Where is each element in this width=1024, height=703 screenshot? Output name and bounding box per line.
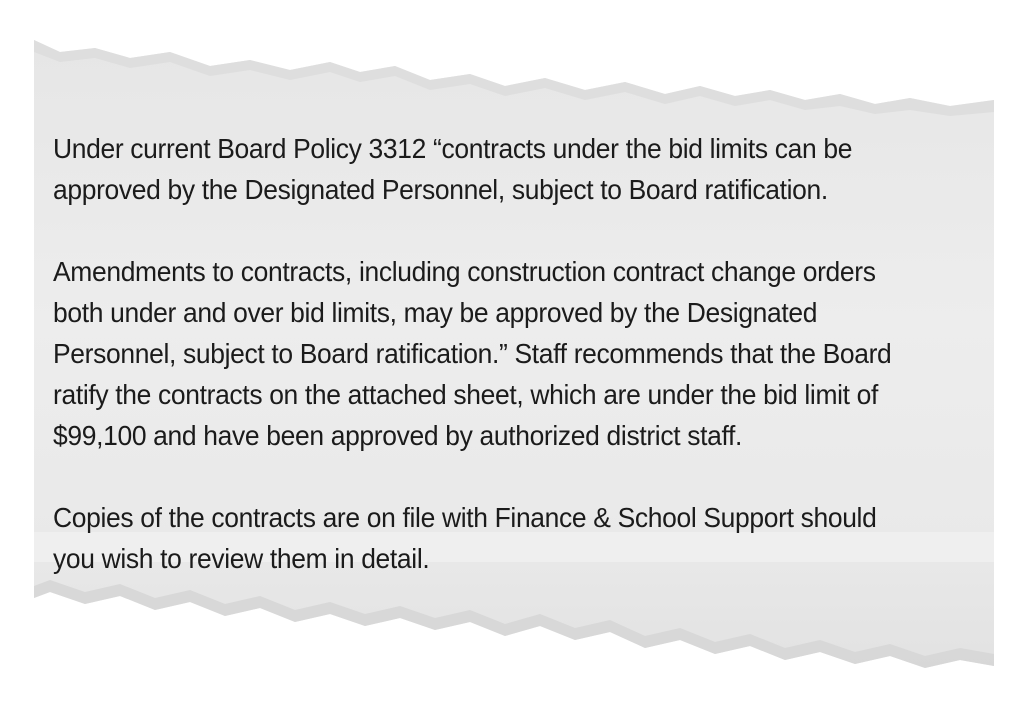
text-line: Amendments to contracts, including construction contract change orders — [53, 256, 876, 287]
text-line: Personnel, subject to Board ratification.” Staff recommends that the Board — [53, 338, 892, 369]
document-body — [53, 128, 965, 579]
text-line: ratify the contracts on the attached sheet, which are under the bid limit of — [53, 379, 879, 410]
text-line: you wish to review them in detail. — [53, 543, 430, 574]
text-line: approved by the Designated Personnel, subject to Board ratification. — [53, 174, 828, 205]
text-line: $99,100 and have been approved by authorized district staff. — [53, 420, 743, 451]
text-line: Copies of the contracts are on file with Finance & School Support should — [53, 502, 877, 533]
paragraph-policy — [53, 128, 965, 210]
paragraph-copies — [53, 497, 965, 579]
paragraph-amendments — [53, 251, 965, 456]
text-line: both under and over bid limits, may be approved by the Designated — [53, 297, 818, 328]
text-line: Under current Board Policy 3312 “contracts under the bid limits can be — [53, 133, 853, 164]
